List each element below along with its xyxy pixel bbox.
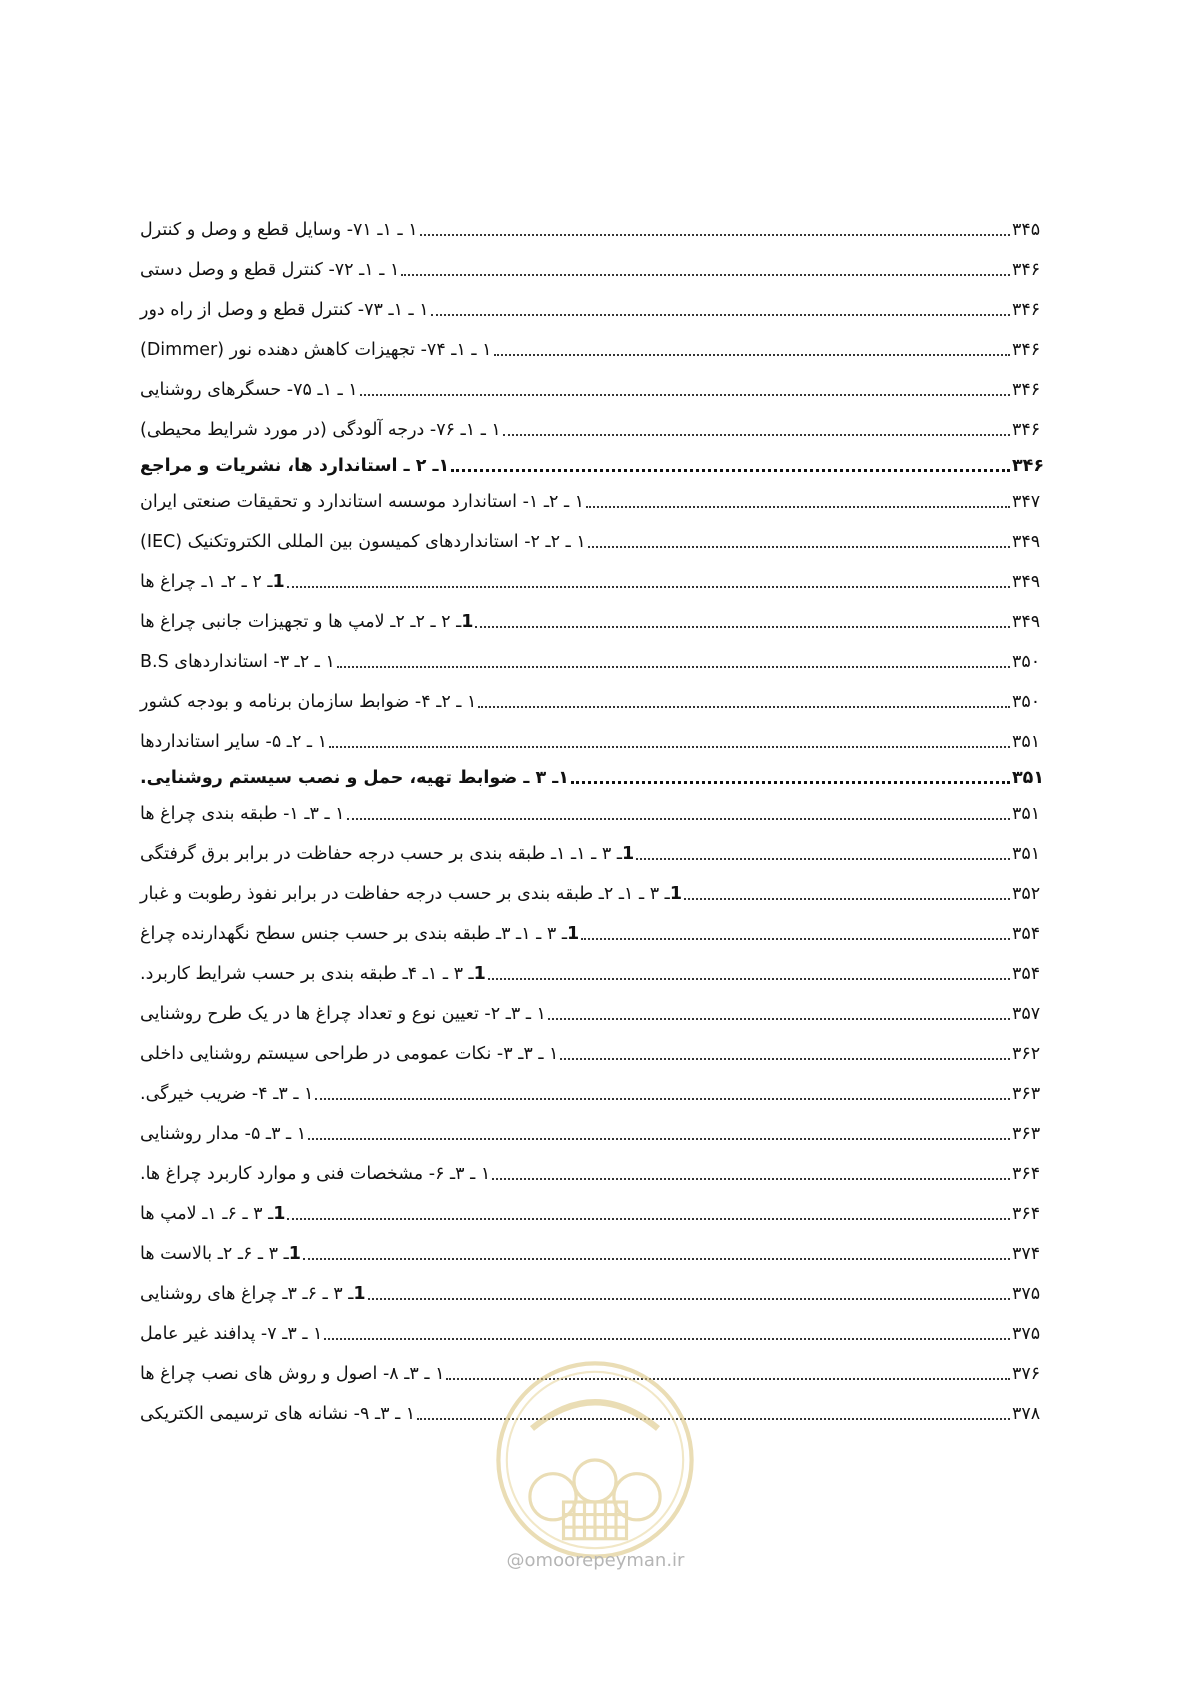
- toc-entry-title: 1ـ ۳ ـ ۶ـ ۳ـ چراغ های روشنایی: [140, 1284, 366, 1304]
- toc-entry[interactable]: [140, 413, 1052, 443]
- toc-entry-page-number: ۳۶۴: [1012, 1164, 1041, 1184]
- toc-entry-page-number: ۳۵۴: [1012, 964, 1041, 984]
- toc-leader-dots: [560, 1057, 1010, 1060]
- toc-entry[interactable]: [140, 333, 1052, 363]
- toc-entry-title: ۱ـ ۲ ـ استاندارد ها، نشریات و مراجع: [140, 456, 450, 476]
- toc-entry-title: ۱ ـ ۳ـ ۵- مدار روشنایی: [140, 1124, 307, 1144]
- toc-entry-title: ۱ ـ ۱ـ ۷۵- حسگرهای روشنایی: [140, 380, 358, 400]
- toc-leader-dots: [347, 817, 1010, 820]
- toc-entry-page-number: ۳۷۸: [1012, 1404, 1041, 1424]
- toc-leader-dots: [315, 1097, 1010, 1100]
- toc-leader-dots: [475, 625, 1010, 628]
- toc-entry-page-number: ۳۴۶: [1012, 260, 1041, 280]
- toc-entry-page-number: ۳۴۶: [1012, 456, 1045, 476]
- toc-leader-dots: [684, 897, 1010, 900]
- toc-entry-page-number: ۳۵۱: [1012, 768, 1045, 788]
- toc-entry-title: ۱ ـ ۳ـ ۳- نکات عمومی در طراحی سیستم روشنایی داخلی: [140, 1044, 559, 1064]
- toc-entry[interactable]: [140, 957, 1052, 987]
- toc-entry-title: ۱ ـ ۱ـ ۷۴- تجهیزات کاهش دهنده نور (Dimmer): [140, 340, 492, 360]
- toc-entry-title: ۱ ـ ۱ـ ۷۳- کنترل قطع و وصل از راه دور: [140, 300, 429, 320]
- toc-entry-title: ۱ ـ ۲ـ ۱- استاندارد موسسه استاندارد و تحقیقات صنعتی ایران: [140, 492, 585, 512]
- toc-entry-title: ۱ ـ ۱ـ ۷۶- درجه آلودگی (در مورد شرایط محیطی): [140, 420, 501, 440]
- toc-leader-dots: [324, 1337, 1010, 1340]
- toc-entry-title: ۱ ـ ۳ـ ۸- اصول و روش های نصب چراغ ها: [140, 1364, 445, 1384]
- toc-leader-dots: [420, 233, 1010, 236]
- toc-entry[interactable]: [140, 997, 1052, 1027]
- toc-entry[interactable]: [140, 253, 1052, 283]
- toc-entry-title: ۱ ـ ۳ـ ۹- نشانه های ترسیمی الکتریکی: [140, 1404, 416, 1424]
- toc-entry[interactable]: [140, 1237, 1052, 1267]
- toc-leader-dots: [337, 665, 1010, 668]
- toc-entry-page-number: ۳۷۵: [1012, 1284, 1041, 1304]
- toc-leader-dots: [329, 745, 1010, 748]
- toc-entry[interactable]: [140, 373, 1052, 403]
- toc-entry[interactable]: [140, 565, 1052, 595]
- toc-entry[interactable]: [140, 1317, 1052, 1347]
- toc-entry-page-number: ۳۵۷: [1012, 1004, 1041, 1024]
- toc-entry[interactable]: [140, 449, 1052, 479]
- toc-leader-dots: [492, 1177, 1010, 1180]
- toc-entry-page-number: ۳۴۹: [1012, 572, 1041, 592]
- toc-entry[interactable]: [140, 1197, 1052, 1227]
- toc-entry-title: ۱ ـ ۲ـ ۵- سایر استانداردها: [140, 732, 328, 752]
- toc-entry-title: 1ـ ۳ ـ ۶ـ ۲ـ بالاست ها: [140, 1244, 301, 1264]
- toc-entry-page-number: ۳۷۵: [1012, 1324, 1041, 1344]
- toc-entry-page-number: ۳۵۱: [1012, 844, 1041, 864]
- toc-entry-title: ۱ ـ ۲ـ ۲- استانداردهای کمیسون بین المللی الکتروتکنیک (IEC): [140, 532, 586, 552]
- toc-leader-dots: [581, 937, 1010, 940]
- toc-entry-page-number: ۳۶۲: [1012, 1044, 1041, 1064]
- toc-leader-dots: [571, 780, 1010, 784]
- toc-entry-title: 1ـ ۲ ـ ۲ـ ۲ـ لامپ ها و تجهیزات جانبی چراغ ها: [140, 612, 474, 632]
- toc-entry-page-number: ۳۴۹: [1012, 612, 1041, 632]
- toc-entry[interactable]: [140, 725, 1052, 755]
- toc-leader-dots: [368, 1297, 1010, 1300]
- toc-entry-title: ۱ ـ ۳ـ ۱- طبقه بندی چراغ ها: [140, 804, 345, 824]
- toc-entry-title: ۱ ـ ۲ـ ۴- ضوابط سازمان برنامه و بودجه کشور: [140, 692, 477, 712]
- toc-entry[interactable]: [140, 645, 1052, 675]
- toc-leader-dots: [287, 1217, 1010, 1220]
- toc-leader-dots: [431, 313, 1010, 316]
- toc-leader-dots: [287, 585, 1010, 588]
- watermark-url-text: omoorepeyman.ir: [524, 1550, 685, 1571]
- toc-entry-title: 1ـ ۲ ـ ۲ـ ۱ـ چراغ ها: [140, 572, 285, 592]
- toc-entry[interactable]: [140, 525, 1052, 555]
- toc-entry-title: 1ـ ۳ ـ ۱ـ ۴ـ طبقه بندی بر حسب شرایط کاربرد.: [140, 964, 486, 984]
- toc-entry-page-number: ۳۶۳: [1012, 1124, 1041, 1144]
- toc-entry-page-number: ۳۵۱: [1012, 804, 1041, 824]
- toc-leader-dots: [308, 1137, 1010, 1140]
- toc-entry-title: ۱ ـ ۳ـ ۶- مشخصات فنی و موارد کاربرد چراغ ها.: [140, 1164, 491, 1184]
- toc-entry[interactable]: [140, 1037, 1052, 1067]
- toc-entry-page-number: ۳۴۶: [1012, 380, 1041, 400]
- toc-entry-page-number: ۳۶۳: [1012, 1084, 1041, 1104]
- toc-entry-page-number: ۳۵۰: [1012, 692, 1041, 712]
- toc-entry-page-number: ۳۴۶: [1012, 300, 1041, 320]
- toc-entry-title: ۱ ـ ۲ـ ۳- استانداردهای B.S: [140, 652, 335, 672]
- toc-entry[interactable]: [140, 761, 1052, 791]
- toc-entry-page-number: ۳۴۶: [1012, 340, 1041, 360]
- toc-leader-dots: [451, 468, 1010, 472]
- toc-entry-title: ۱ ـ ۳ـ ۴- ضریب خیرگی.: [140, 1084, 314, 1104]
- toc-entry-title: ۱ ـ ۱ـ ۷۱- وسایل قطع و وصل و کنترل: [140, 220, 418, 240]
- toc-entry-page-number: ۳۷۴: [1012, 1244, 1041, 1264]
- toc-leader-dots: [586, 505, 1010, 508]
- toc-leader-dots: [494, 353, 1010, 356]
- toc-leader-dots: [478, 705, 1010, 708]
- toc-entry-title: ۱ـ ۳ ـ ضوابط تهیه، حمل و نصب سیستم روشنایی.: [140, 768, 569, 788]
- toc-entry[interactable]: [140, 213, 1052, 243]
- toc-entry-page-number: ۳۵۱: [1012, 732, 1041, 752]
- toc-entry-page-number: ۳۵۲: [1012, 884, 1041, 904]
- toc-entry-page-number: ۳۴۶: [1012, 420, 1041, 440]
- toc-entry-page-number: ۳۷۶: [1012, 1364, 1041, 1384]
- toc-entry[interactable]: [140, 485, 1052, 515]
- toc-entry-title: ۱ ـ ۱ـ ۷۲- کنترل قطع و وصل دستی: [140, 260, 400, 280]
- toc-entry-page-number: ۳۴۷: [1012, 492, 1041, 512]
- toc-leader-dots: [503, 433, 1010, 436]
- toc-entry[interactable]: [140, 1157, 1052, 1187]
- toc-entry[interactable]: [140, 837, 1052, 867]
- toc-entry-title: 1ـ ۳ ـ ۱ـ ۲ـ طبقه بندی بر حسب درجه حفاظت در برابر نفوذ رطوبت و غبار: [140, 884, 682, 904]
- toc-entry[interactable]: [140, 685, 1052, 715]
- toc-entry-title: 1ـ ۳ ـ ۶ـ ۱ـ لامپ ها: [140, 1204, 286, 1224]
- toc-leader-dots: [636, 857, 1010, 860]
- toc-entry-page-number: ۳۵۰: [1012, 652, 1041, 672]
- toc-entry[interactable]: [140, 1277, 1052, 1307]
- toc-entry-title: 1ـ ۳ ـ ۱ـ ۱ـ طبقه بندی بر حسب درجه حفاظت در برابر برق گرفتگی: [140, 844, 635, 864]
- toc-leader-dots: [360, 393, 1010, 396]
- toc-entry-page-number: ۳۵۴: [1012, 924, 1041, 944]
- watermark-stamp-icon: [490, 1355, 700, 1565]
- toc-leader-dots: [401, 273, 1010, 276]
- toc-entry[interactable]: [140, 1117, 1052, 1147]
- toc-entry-page-number: ۳۴۵: [1012, 220, 1041, 240]
- toc-leader-dots: [303, 1257, 1010, 1260]
- toc-entry-title: ۱ ـ ۳ـ ۲- تعیین نوع و تعداد چراغ ها در یک طرح روشنایی: [140, 1004, 546, 1024]
- toc-entry[interactable]: [140, 293, 1052, 323]
- toc-entry[interactable]: [140, 605, 1052, 635]
- at-icon: @: [506, 1550, 525, 1571]
- toc-entry[interactable]: [140, 797, 1052, 827]
- toc-entry-page-number: ۳۴۹: [1012, 532, 1041, 552]
- toc-entry-title: 1ـ ۳ ـ ۱ـ ۳ـ طبقه بندی بر حسب جنس سطح نگهدارنده چراغ: [140, 924, 580, 944]
- toc-leader-dots: [488, 977, 1010, 980]
- toc-leader-dots: [548, 1017, 1010, 1020]
- toc-leader-dots: [588, 545, 1010, 548]
- toc-entry[interactable]: [140, 1077, 1052, 1107]
- toc-entry[interactable]: [140, 917, 1052, 947]
- toc-entry-title: ۱ ـ ۳ـ ۷- پدافند غیر عامل: [140, 1324, 323, 1344]
- watermark-url: [0, 1550, 1191, 1571]
- toc-entry-page-number: ۳۶۴: [1012, 1204, 1041, 1224]
- toc-entry[interactable]: [140, 877, 1052, 907]
